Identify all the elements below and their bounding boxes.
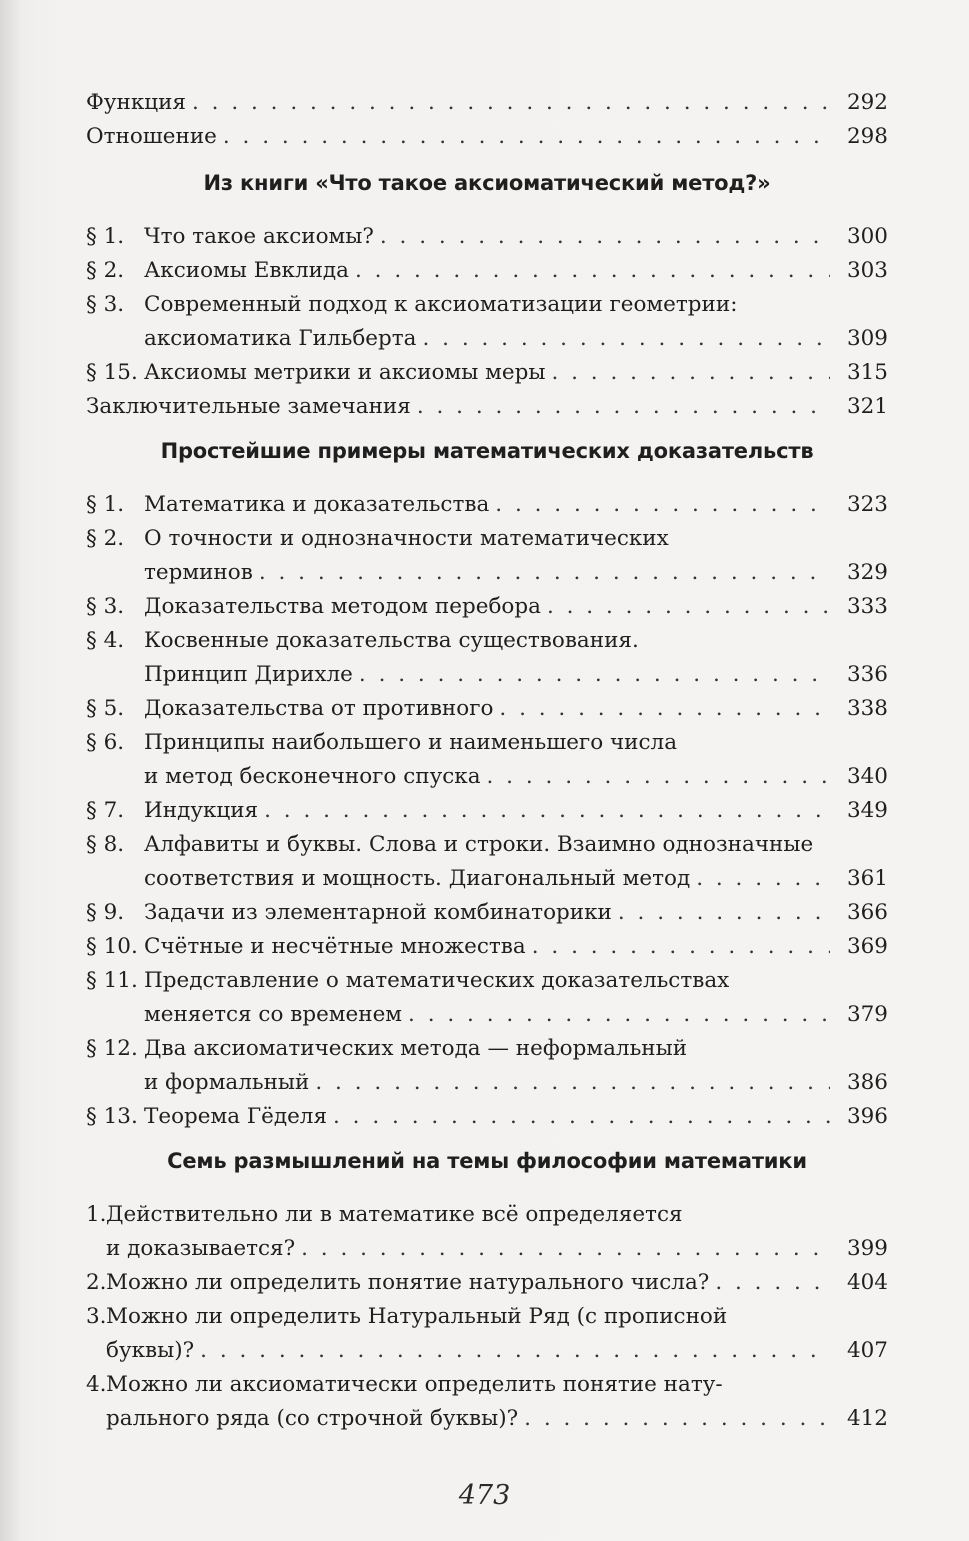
toc-page-number: 336 <box>846 662 888 687</box>
toc-page-number: 349 <box>846 798 888 823</box>
dot-leader <box>532 930 830 964</box>
dot-leader <box>380 220 830 254</box>
dot-leader <box>495 488 830 522</box>
dot-leader <box>551 356 830 390</box>
toc-entry-text: Принцип Дирихле <box>144 662 353 687</box>
toc-entry-text: Доказательства методом перебора <box>144 594 541 619</box>
toc-entry-text: Счётные и несчётные множества <box>144 934 526 959</box>
toc-page-number: 386 <box>846 1070 888 1095</box>
toc-entry-text: и формальный <box>144 1070 310 1095</box>
toc-entry-marker: § 13. <box>86 1104 138 1129</box>
toc-entry-text: Теорема Гёделя <box>144 1104 328 1129</box>
dot-leader <box>264 794 830 828</box>
toc-entry <box>86 692 888 726</box>
toc-entry-text: Доказательства от противного <box>144 696 494 721</box>
toc-entry-text: Можно ли определить понятие натурального числа? <box>106 1270 710 1295</box>
toc-entry-text: и доказывается? <box>106 1236 296 1261</box>
dot-leader <box>355 254 830 288</box>
toc-entry <box>86 930 888 964</box>
toc-entry-marker: § 8. <box>86 832 125 857</box>
toc-entry-marker: § 9. <box>86 900 125 925</box>
toc-page-number: 333 <box>846 594 888 619</box>
toc-page-number: 369 <box>846 934 888 959</box>
toc-entry-marker: § 15. <box>86 360 138 385</box>
toc-entry-line <box>86 86 888 120</box>
toc-page-number: 298 <box>846 124 888 149</box>
dot-leader <box>333 1100 830 1134</box>
toc-entry-text: Можно ли определить Натуральный Ряд (с прописной <box>106 1304 728 1329</box>
page-number: 473 <box>458 1480 511 1511</box>
toc-entry-line <box>86 488 888 522</box>
dot-leader <box>618 896 830 930</box>
toc-entry-line <box>86 1300 888 1334</box>
toc-entry-text: Современный подход к аксиоматизации геометрии: <box>144 292 738 317</box>
toc-entry-text: аксиоматика Гильберта <box>144 326 417 351</box>
table-of-contents <box>86 86 888 1436</box>
toc-entry-line <box>86 1066 888 1100</box>
toc-page-number: 338 <box>846 696 888 721</box>
toc-entry-line <box>86 322 888 356</box>
toc-entry-marker: 3. <box>86 1304 107 1329</box>
toc-page-number: 292 <box>846 90 888 115</box>
toc-entry-text: Индукция <box>144 798 259 823</box>
toc-entry-marker: § 2. <box>86 526 125 551</box>
toc-entry-marker: § 10. <box>86 934 138 959</box>
toc-entry <box>86 1100 888 1134</box>
toc-entry <box>86 1198 888 1266</box>
toc-entry <box>86 522 888 590</box>
toc-page-number: 379 <box>846 1002 888 1027</box>
toc-entry-line <box>86 760 888 794</box>
toc-entry-line <box>86 998 888 1032</box>
toc-entry-marker: § 3. <box>86 594 125 619</box>
toc-entry-text: Заключительные замечания <box>86 394 411 419</box>
toc-entry-marker: § 7. <box>86 798 125 823</box>
toc-entry-text: Действительно ли в математике всё определяется <box>106 1202 683 1227</box>
toc-entry-marker: § 11. <box>86 968 138 993</box>
toc-entry-text: Косвенные доказательства существования. <box>144 628 639 653</box>
toc-page-number: 340 <box>846 764 888 789</box>
toc-entry-text: Два аксиоматических метода — неформальный <box>144 1036 688 1061</box>
toc-entry <box>86 590 888 624</box>
toc-entry-line <box>86 390 888 424</box>
toc-page-number: 412 <box>846 1406 888 1431</box>
toc-page-number: 303 <box>846 258 888 283</box>
toc-entry-line <box>86 1266 888 1300</box>
toc-entry <box>86 120 888 154</box>
toc-entry <box>86 794 888 828</box>
toc-entry <box>86 220 888 254</box>
toc-page-number: 404 <box>846 1270 888 1295</box>
toc-entry-marker: § 6. <box>86 730 125 755</box>
toc-entry <box>86 1368 888 1436</box>
toc-entry-line <box>86 624 888 658</box>
toc-entry-text: Отношение <box>86 124 217 149</box>
toc-page-number: 321 <box>846 394 888 419</box>
dot-leader <box>487 760 830 794</box>
toc-entry-marker: § 12. <box>86 1036 138 1061</box>
toc-entry <box>86 726 888 794</box>
toc-entry-line <box>86 522 888 556</box>
toc-entry <box>86 624 888 692</box>
toc-entry-line <box>86 896 888 930</box>
dot-leader <box>301 1232 830 1266</box>
dot-leader <box>359 658 830 692</box>
toc-entry-text: соответствия и мощность. Диагональный метод <box>144 866 691 891</box>
toc-entry-marker: § 2. <box>86 258 125 283</box>
dot-leader <box>499 692 830 726</box>
toc-entry-line <box>86 1100 888 1134</box>
toc-page-number: 396 <box>846 1104 888 1129</box>
toc-entry <box>86 356 888 390</box>
dot-leader <box>524 1402 830 1436</box>
toc-entry <box>86 964 888 1032</box>
toc-entry-line <box>86 590 888 624</box>
toc-entry-line <box>86 120 888 154</box>
toc-entry-line <box>86 220 888 254</box>
toc-entry-text: Аксиомы метрики и аксиомы меры <box>144 360 546 385</box>
toc-entry <box>86 288 888 356</box>
toc-entry-marker: § 1. <box>86 492 125 517</box>
toc-entry-line <box>86 862 888 896</box>
toc-entry <box>86 254 888 288</box>
toc-entry-line <box>86 288 888 322</box>
section-heading: Из книги «Что такое аксиоматический метод?» <box>203 171 771 195</box>
toc-entry-text: меняется со временем <box>144 1002 403 1027</box>
toc-entry-text: Можно ли аксиоматически определить понятие нату- <box>106 1372 723 1397</box>
toc-entry-line <box>86 556 888 590</box>
toc-page-number: 361 <box>846 866 888 891</box>
dot-leader <box>417 390 830 424</box>
toc-entry-text: терминов <box>144 560 253 585</box>
toc-entry-line <box>86 692 888 726</box>
toc-entry <box>86 1300 888 1368</box>
toc-entry <box>86 1266 888 1300</box>
toc-entry-text: рального ряда (со строчной буквы)? <box>106 1406 519 1431</box>
toc-entry-text: Принципы наибольшего и наименьшего числа <box>144 730 678 755</box>
toc-entry-marker: 1. <box>86 1202 107 1227</box>
toc-entry-line <box>86 930 888 964</box>
section-heading: Семь размышлений на темы философии математики <box>167 1149 807 1173</box>
toc-page-number: 323 <box>846 492 888 517</box>
dot-leader <box>696 862 830 896</box>
toc-entry-marker: § 1. <box>86 224 125 249</box>
toc-entry-line <box>86 1402 888 1436</box>
dot-leader <box>259 556 830 590</box>
dot-leader <box>423 322 831 356</box>
toc-entry <box>86 390 888 424</box>
dot-leader <box>192 86 830 120</box>
toc-entry-text: Что такое аксиомы? <box>144 224 374 249</box>
toc-entry-line <box>86 1334 888 1368</box>
dot-leader <box>547 590 830 624</box>
toc-entry-marker: § 3. <box>86 292 125 317</box>
toc-entry-marker: 4. <box>86 1372 107 1397</box>
toc-entry-marker: § 4. <box>86 628 125 653</box>
toc-entry <box>86 828 888 896</box>
toc-entry-marker: § 5. <box>86 696 125 721</box>
toc-entry-line <box>86 964 888 998</box>
toc-entry-text: буквы)? <box>106 1338 195 1363</box>
toc-page-number: 300 <box>846 224 888 249</box>
toc-entry-text: Аксиомы Евклида <box>144 258 349 283</box>
toc-entry-line <box>86 658 888 692</box>
toc-page-number: 366 <box>846 900 888 925</box>
toc-entry-line <box>86 254 888 288</box>
toc-entry <box>86 488 888 522</box>
toc-page-number: 329 <box>846 560 888 585</box>
toc-entry-line <box>86 1032 888 1066</box>
toc-entry-marker: 2. <box>86 1270 107 1295</box>
toc-entry <box>86 86 888 120</box>
toc-entry-text: Математика и доказательства <box>144 492 490 517</box>
section-heading: Простейшие примеры математических доказательств <box>160 439 814 463</box>
dot-leader <box>715 1266 830 1300</box>
toc-entry <box>86 896 888 930</box>
toc-entry-line <box>86 726 888 760</box>
dot-leader <box>315 1066 830 1100</box>
toc-entry-line <box>86 356 888 390</box>
toc-entry-text: Функция <box>86 90 186 115</box>
toc-page-number: 315 <box>846 360 888 385</box>
toc-entry-text: Задачи из элементарной комбинаторики <box>144 900 612 925</box>
toc-entry <box>86 1032 888 1100</box>
toc-entry-line <box>86 1232 888 1266</box>
dot-leader <box>408 998 830 1032</box>
toc-entry-line <box>86 828 888 862</box>
toc-entry-text: О точности и однозначности математических <box>144 526 669 551</box>
toc-entry-text: Представление о математических доказательствах <box>144 968 730 993</box>
toc-entry-text: и метод бесконечного спуска <box>144 764 481 789</box>
toc-entry-line <box>86 794 888 828</box>
toc-entry-line <box>86 1198 888 1232</box>
toc-entry-text: Алфавиты и буквы. Слова и строки. Взаимно однозначные <box>144 832 814 857</box>
toc-page-number: 399 <box>846 1236 888 1261</box>
toc-page-number: 309 <box>846 326 888 351</box>
toc-entry-line <box>86 1368 888 1402</box>
dot-leader <box>223 120 830 154</box>
dot-leader <box>200 1334 830 1368</box>
toc-page-number: 407 <box>846 1338 888 1363</box>
